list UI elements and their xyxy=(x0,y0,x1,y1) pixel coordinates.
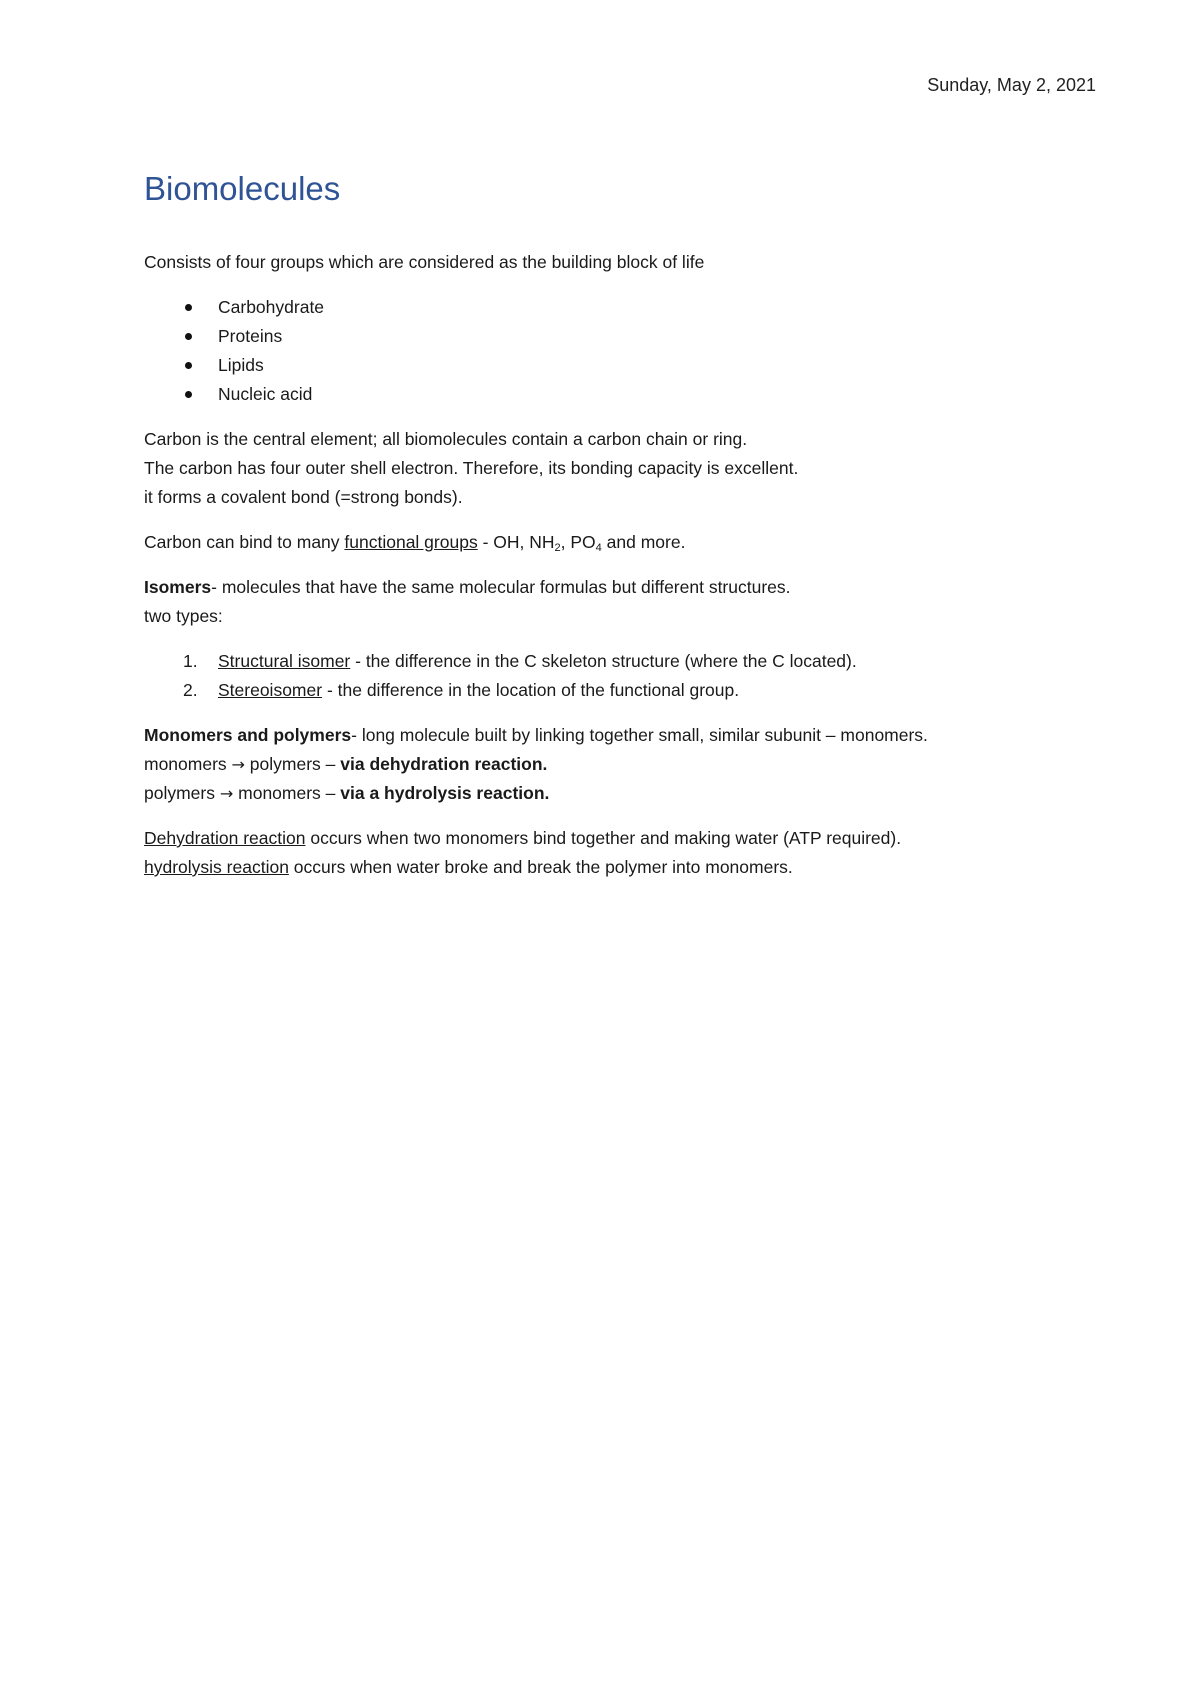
carbon-paragraph: Carbon is the central element; all biomolecules contain a carbon chain or ring. The carbon has four outer shell electron. Therefore, its bonding capacity is excellent. it forms a covalent bond (=strong bonds). xyxy=(144,429,799,507)
polymers-term: Monomers and polymers xyxy=(144,725,352,745)
header-date: Sunday, May 2, 2021 xyxy=(927,75,1096,95)
isomers-paragraph: Isomers- molecules that have the same molecular formulas but different structures. two types: xyxy=(144,577,791,626)
arrow-right-icon: → xyxy=(219,784,234,803)
page-title: Biomolecules xyxy=(144,170,341,207)
document-body xyxy=(144,168,1104,898)
isomers-term: Isomers xyxy=(144,577,212,597)
list-item: 2. Stereoisomer - the difference in the location of the functional group. xyxy=(183,680,740,700)
functional-groups-paragraph: Carbon can bind to many functional groups - OH, $NH_2$, $PO_4$ and more. xyxy=(144,532,686,554)
hydrolysis-term: hydrolysis reaction xyxy=(144,857,289,877)
arrow-right-icon: → xyxy=(231,755,245,774)
reactions-paragraph: Dehydration reaction occurs when two monomers bind together and making water (ATP required). hydrolysis reaction occurs when water broke and break the polymer into monomers. xyxy=(144,828,902,877)
groups-list xyxy=(144,293,1104,409)
polymers-paragraph: Monomers and polymers- long molecule built by linking together small, similar subunit – monomers. monomers → polymers – via dehydration reaction. polymers → monomers – via a hydrolysis reaction. xyxy=(144,725,928,803)
bullet-icon xyxy=(185,304,192,311)
list-item: Proteins xyxy=(144,322,1104,351)
list-item: 1. Structural isomer - the difference in the C skeleton structure (where the C located). xyxy=(183,651,857,671)
bullet-icon xyxy=(185,333,192,340)
dehydration-term: Dehydration reaction xyxy=(144,828,306,848)
isomer-types-list xyxy=(144,647,1104,705)
bullet-icon xyxy=(185,391,192,398)
bullet-icon xyxy=(185,362,192,369)
list-item: Carbohydrate xyxy=(144,293,1104,322)
list-item: Lipids xyxy=(144,351,1104,380)
list-item: Nucleic acid xyxy=(144,380,1104,409)
functional-groups-term: functional groups xyxy=(344,532,478,552)
intro-paragraph: Consists of four groups which are considered as the building block of life xyxy=(144,252,705,272)
